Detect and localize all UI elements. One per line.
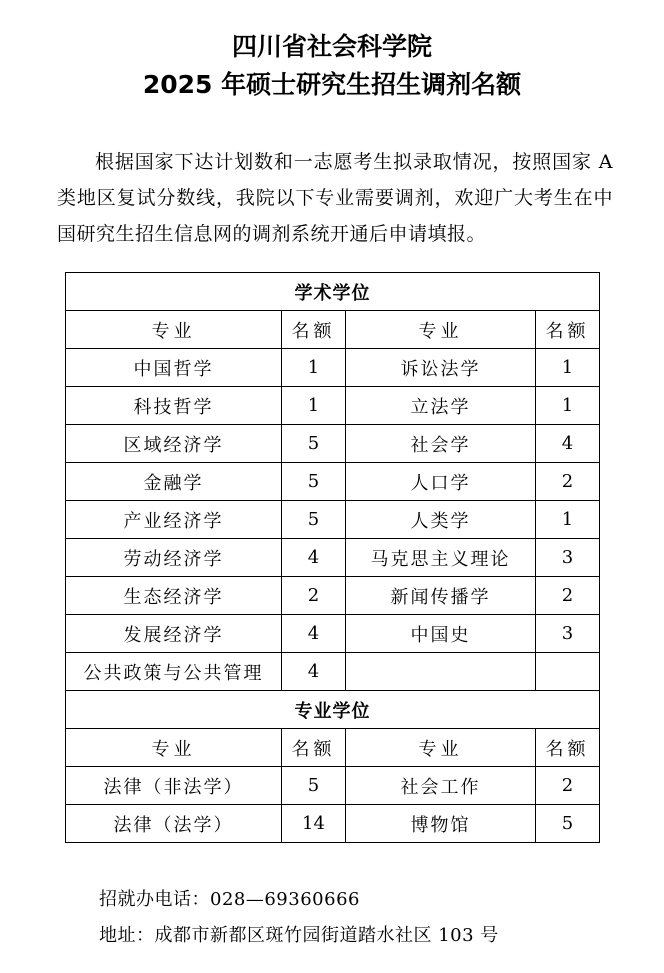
quota-cell: 3 bbox=[536, 539, 600, 577]
major-cell: 立法学 bbox=[346, 387, 536, 425]
major-cell: 发展经济学 bbox=[66, 615, 282, 653]
quota-cell bbox=[536, 653, 600, 691]
major-cell: 公共政策与公共管理 bbox=[66, 653, 282, 691]
column-header: 名额 bbox=[536, 311, 600, 349]
quota-cell: 5 bbox=[282, 767, 346, 805]
major-cell: 区域经济学 bbox=[66, 425, 282, 463]
quota-cell: 3 bbox=[536, 615, 600, 653]
professional-header-row bbox=[66, 729, 600, 767]
major-cell: 法律（法学） bbox=[66, 805, 282, 843]
quota-cell: 1 bbox=[282, 387, 346, 425]
column-header: 名额 bbox=[282, 311, 346, 349]
table-row bbox=[66, 615, 600, 653]
quota-cell: 2 bbox=[536, 767, 600, 805]
quota-cell: 2 bbox=[536, 577, 600, 615]
quota-cell: 14 bbox=[282, 805, 346, 843]
column-header: 名额 bbox=[282, 729, 346, 767]
column-header: 专业 bbox=[346, 311, 536, 349]
quota-cell: 1 bbox=[536, 387, 600, 425]
major-cell: 马克思主义理论 bbox=[346, 539, 536, 577]
contact-phone: 招就办电话：028—69360666 bbox=[99, 889, 360, 910]
quota-cell: 4 bbox=[536, 425, 600, 463]
quota-cell: 1 bbox=[536, 501, 600, 539]
major-cell: 新闻传播学 bbox=[346, 577, 536, 615]
major-cell: 社会工作 bbox=[346, 767, 536, 805]
academic-section-title: 学术学位 bbox=[66, 273, 600, 311]
column-header: 专业 bbox=[66, 729, 282, 767]
academic-header-row bbox=[66, 311, 600, 349]
quota-cell: 2 bbox=[536, 463, 600, 501]
column-header: 名额 bbox=[536, 729, 600, 767]
table-row bbox=[66, 653, 600, 691]
major-cell: 法律（非法学） bbox=[66, 767, 282, 805]
quota-cell: 4 bbox=[282, 539, 346, 577]
professional-section-row bbox=[66, 691, 600, 729]
major-cell: 人口学 bbox=[346, 463, 536, 501]
quota-table bbox=[65, 272, 600, 843]
major-cell: 生态经济学 bbox=[66, 577, 282, 615]
major-cell: 社会学 bbox=[346, 425, 536, 463]
page-subtitle: 2025 年硕士研究生招生调剂名额 bbox=[142, 70, 522, 99]
academic-section-row bbox=[66, 273, 600, 311]
professional-section-title: 专业学位 bbox=[66, 691, 600, 729]
table-row bbox=[66, 501, 600, 539]
table-row bbox=[66, 767, 600, 805]
table-row bbox=[66, 425, 600, 463]
quota-cell: 5 bbox=[282, 425, 346, 463]
table-row bbox=[66, 805, 600, 843]
quota-cell: 5 bbox=[282, 501, 346, 539]
major-cell bbox=[346, 653, 536, 691]
column-header: 专业 bbox=[346, 729, 536, 767]
page-title: 四川省社会科学院 bbox=[231, 32, 432, 61]
major-cell: 劳动经济学 bbox=[66, 539, 282, 577]
contact-address: 地址：成都市新都区斑竹园街道踏水社区 103 号 bbox=[99, 925, 499, 946]
table-row bbox=[66, 463, 600, 501]
major-cell: 诉讼法学 bbox=[346, 349, 536, 387]
major-cell: 金融学 bbox=[66, 463, 282, 501]
quota-cell: 5 bbox=[282, 463, 346, 501]
major-cell: 科技哲学 bbox=[66, 387, 282, 425]
quota-cell: 2 bbox=[282, 577, 346, 615]
quota-cell: 1 bbox=[282, 349, 346, 387]
major-cell: 中国哲学 bbox=[66, 349, 282, 387]
intro-paragraph: 根据国家下达计划数和一志愿考生拟录取情况，按照国家 A 类地区复试分数线，我院以下专业需要调剂，欢迎广大考生在中国研究生招生信息网的调剂系统开通后申请填报。 bbox=[57, 151, 613, 245]
major-cell: 中国史 bbox=[346, 615, 536, 653]
major-cell: 产业经济学 bbox=[66, 501, 282, 539]
quota-cell: 4 bbox=[282, 653, 346, 691]
quota-table-body bbox=[66, 273, 600, 843]
quota-cell: 5 bbox=[536, 805, 600, 843]
table-row bbox=[66, 387, 600, 425]
table-row bbox=[66, 539, 600, 577]
column-header: 专业 bbox=[66, 311, 282, 349]
table-row bbox=[66, 349, 600, 387]
quota-cell: 1 bbox=[536, 349, 600, 387]
major-cell: 人类学 bbox=[346, 501, 536, 539]
table-row bbox=[66, 577, 600, 615]
major-cell: 博物馆 bbox=[346, 805, 536, 843]
quota-cell: 4 bbox=[282, 615, 346, 653]
